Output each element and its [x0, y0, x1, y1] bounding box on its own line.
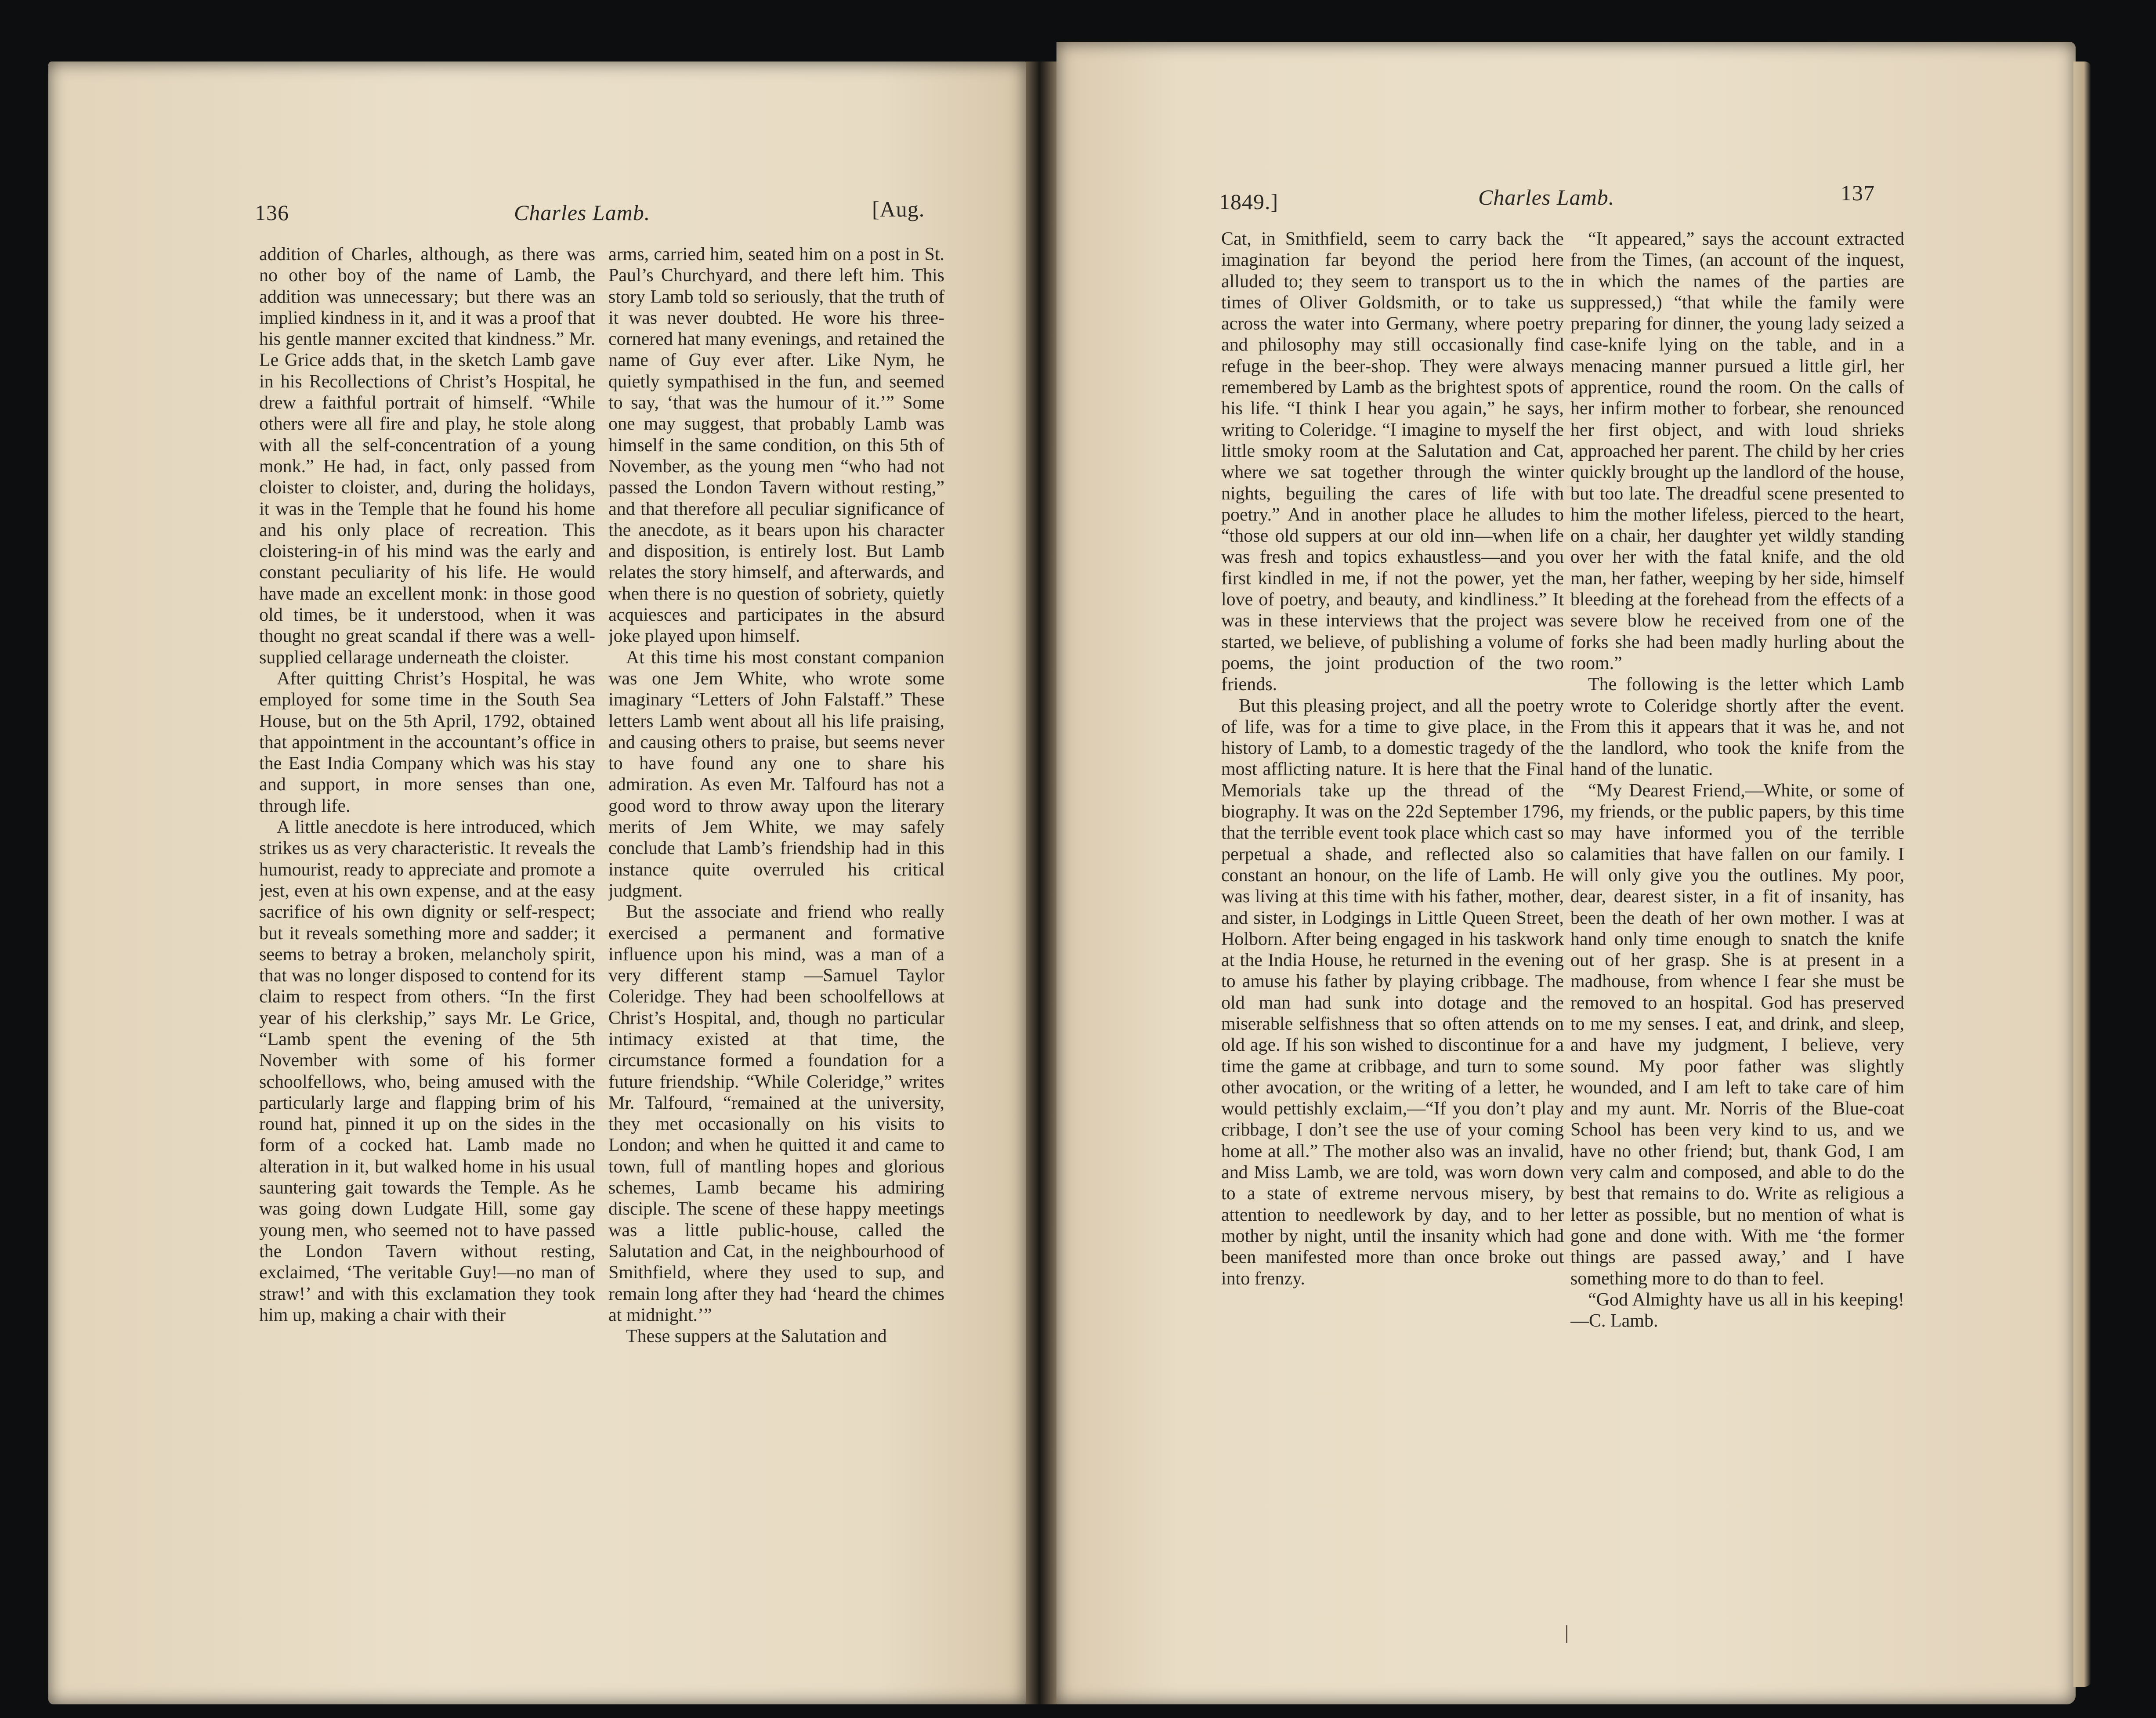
right-running-year: 1849.] — [1219, 189, 1279, 214]
book-gutter — [1026, 61, 1056, 1704]
paragraph: Cat, in Smithfield, seem to carry back the imagination far beyond the period here alluded to; they seem to transport us to the times of Oliver Goldsmith, or to take us across the water into Germany, where poetry and philosophy may still occasionally find refuge in the beer-shop. They were always remembered by Lamb as the brightest spots of his life. “I think I hear you again,” he says, writing to Coleridge. “I imagine to myself the little smoky room at the Salutation and Cat, where we sat together through the winter nights, beguiling the cares of life with poetry.” And in another place he alludes to “those old suppers at our old inn—when life was fresh and topics exhaustless—and you first kindled in me, if not the power, yet the love of poetry, and beauty, and kindliness.” It was in these interviews that the project was started, we believe, of publishing a volume of poems, the joint production of the two friends. — [1221, 229, 1564, 695]
right-page-number: 137 — [1841, 181, 1875, 205]
left-column-1 — [259, 244, 595, 1511]
paragraph: “My Dearest Friend,—White, or some of my friends, or the public papers, by this time may have informed you of the terrible calamities that have fallen on our family. I will only give you the outlines. My poor, dear, dearest sister, in a fit of insanity, has been the death of her own mother. I was at hand only time enough to snatch the knife out of her grasp. She is at present in a madhouse, from whence I fear she must be removed to an hospital. God has preserved to me my senses. I eat, and drink, and sleep, and have my judgment, I believe, very sound. My poor father was slightly wounded, and I am left to take care of him and my aunt. Mr. Norris of the Blue-coat School has been very kind to us, and we have no other friend; but, thank God, I am very calm and composed, and able to do the best that remains to do. Write as religious a letter as possible, but no mention of what is gone and done with. With me ‘the former things are passed away,’ and I have something more to do than to feel. — [1570, 780, 1904, 1289]
right-running-title: Charles Lamb. — [1478, 185, 1615, 210]
paragraph: After quitting Christ’s Hospital, he was employed for some time in the South Sea House, but on the 5th April, 1792, obtained that appointment in the accountant’s office in the East India Company which was his stay and support, in more senses than one, through life. — [259, 668, 595, 816]
paragraph: A little anecdote is here introduced, which strikes us as very characteristic. It reveals the humourist, ready to appreciate and promote a jest, even at his own expense, and at the easy sacrifice of his own dignity or self-respect; but it reveals something more and sadder; it seems to betray a broken, melancholy spirit, that was no longer disposed to contend for its claim to respect from others. “In the first year of his clerkship,” says Mr. Le Grice, “Lamb spent the evening of the 5th November with some of his former schoolfellows, who, being amused with the particularly large and flapping brim of his round hat, pinned it up on the sides in the form of a cocked hat. Lamb made no alteration in it, but walked home in his usual sauntering gait towards the Temple. As he was going down Ludgate Hill, some gay young men, who seemed not to have passed the London Tavern without resting, exclaimed, ‘The veritable Guy!—no man of straw!’ and with this exclamation they took him up, making a chair with their — [259, 817, 595, 1325]
paragraph: At this time his most constant companion was one Jem White, who wrote some imaginary “Letters of John Falstaff.” These letters Lamb went about all his life praising, and causing others to praise, but seems never to have found any one to share his admiration. As even Mr. Talfourd has not a good word to throw away upon the literary merits of Jem White, we may safely conclude that Lamb’s friendship had in this instance quite overruled his critical judgment. — [608, 647, 944, 901]
worn-page-edge — [2073, 61, 2091, 1687]
paragraph: These suppers at the Salutation and — [626, 1326, 887, 1347]
paragraph: “It appeared,” says the account extracted from the Times, (an account of the inquest, in which the names of the parties are suppressed,) “that while the family were preparing for dinner, the young lady seized a case-knife lying on the table, and in a menacing manner pursued a little girl, her apprentice, round the room. On the calls of her infirm mother to forbear, she renounced her first object, and with loud shrieks approached her parent. The child by her cries quickly brought up the landlord of the house, but too late. The dreadful scene presented to him the mother lifeless, pierced to the heart, on a chair, her daughter yet wildly standing over her with the fatal knife, and the old man, her father, weeping by her side, himself bleeding at the forehead from the effects of a severe blow he received from one of the forks she had been madly hurling about the room.” — [1570, 229, 1904, 673]
paragraph: The following is the letter which Lamb wrote to Coleridge shortly after the event. From this it appears that it was he, and not the landlord, who took the knife from the hand of the lunatic. — [1570, 674, 1904, 780]
paragraph: addition of Charles, although, as there was no other boy of the name of Lamb, the addition was unnecessary; but there was an implied kindness in it, and it was a proof that his gentle manner excited that kindness.” Mr. Le Grice adds that, in the sketch Lamb gave in his Recollections of Christ’s Hospital, he drew a faithful portrait of himself. “While others were all fire and play, he stole along with all the self-concentration of a young monk.” He had, in fact, only passed from cloister to cloister, and, during the holidays, it was in the Temple that he found his home and his only place of recreation. This cloistering-in of his mind was the early and constant peculiarity of his life. He would have made an excellent monk: in those good old times, be it understood, when it was thought no great scandal if there was a well-supplied cellarage underneath the cloister. — [259, 244, 595, 668]
left-column-2 — [608, 244, 944, 1511]
left-running-month: [Aug. — [872, 197, 925, 221]
paragraph: But this pleasing project, and all the poetry of life, was for a time to give place, in the history of Lamb, to a domestic tragedy of the most afflicting nature. It is here that the Final Memorials take up the thread of the biography. It was on the 22d September 1796, that the terrible event took place which cast so perpetual a shade, and reflected also so constant an honour, on the life of Lamb. He was living at this time with his father, mother, and sister, in Lodgings in Little Queen Street, Holborn. After being engaged in his taskwork at the India House, he returned in the evening to amuse his father by playing cribbage. The old man had sunk into dotage and the miserable selfishness that so often attends on old age. If his son wished to discontinue for a time the game at cribbage, and turn to some other avocation, or the writing of a letter, he would pettishly exclaim,—“If you don’t play cribbage, I don’t see the use of your coming home at all.” The mother also was an invalid, and Miss Lamb, we are told, was worn down to a state of extreme nervous misery, by attention to needlework by day, and to her mother by night, until the insanity which had been manifested more than once broke out into frenzy. — [1221, 695, 1564, 1289]
paragraph: “God Almighty have us all in his keeping!—C. Lamb. — [1570, 1289, 1904, 1331]
left-page-number: 136 — [255, 200, 289, 225]
right-column-2 — [1570, 228, 1904, 1489]
left-running-title: Charles Lamb. — [514, 200, 651, 225]
right-page — [1056, 42, 2076, 1704]
page-mark — [1566, 1625, 1567, 1643]
paragraph: But the associate and friend who really exercised a permanent and formative influence upon his mind, was a man of a very different stamp —Samuel Taylor Coleridge. They had been schoolfellows at Christ’s Hospital, and, though no particular intimacy existed at that time, the circumstance formed a foundation for a future friendship. “While Coleridge,” writes Mr. Talfourd, “remained at the university, they met occasionally on his visits to London; and when he quitted it and came to town, full of mantling hopes and glorious schemes, Lamb became his admiring disciple. The scene of these happy meetings was a little public-house, called the Salutation and Cat, in the neighbourhood of Smithfield, where they used to sup, and remain long after they had ‘heard the chimes at midnight.’” — [608, 902, 944, 1325]
right-column-1 — [1221, 228, 1564, 1489]
paragraph: arms, carried him, seated him on a post in St. Paul’s Churchyard, and there left him. This story Lamb told so seriously, that the truth of it was never doubted. He wore his three-cornered hat many evenings, and retained the name of Guy ever after. Like Nym, he quietly sympathised in the fun, and seemed to say, ‘that was the humour of it.’” Some one may suggest, that probably Lamb was himself in the same condition, on this 5th of November, as the young men “who had not passed the London Tavern without resting,” and that therefore all peculiar significance of the anecdote, as it bears upon his character and disposition, is entirely lost. But Lamb relates the story himself, and afterwards, and when there is no question of sobriety, quietly acquiesces and participates in the absurd joke played upon himself. — [608, 244, 944, 647]
